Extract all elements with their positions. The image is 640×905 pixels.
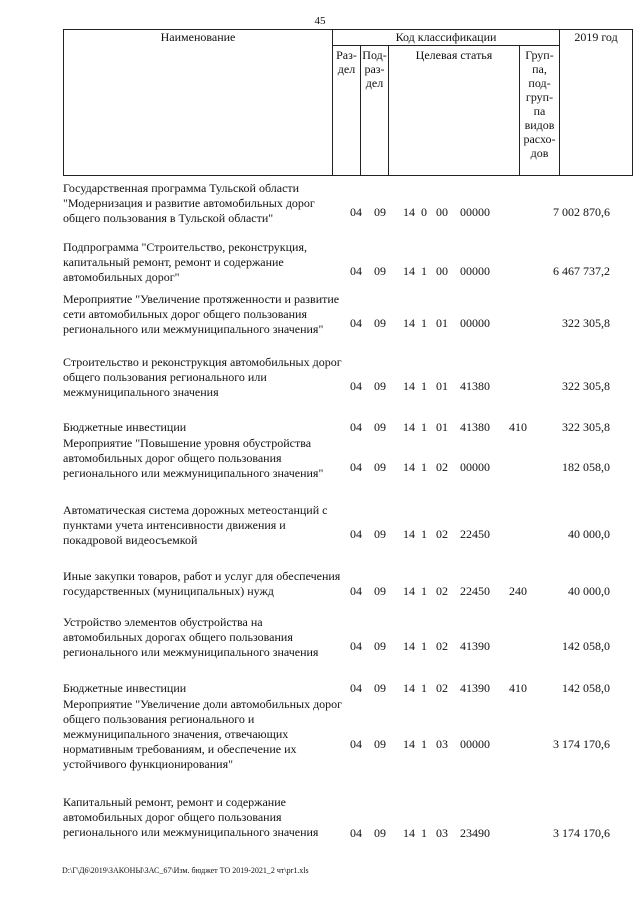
row-dir: 41380 [460, 420, 490, 434]
row-prog: 14 [403, 527, 415, 541]
row-prog: 14 [403, 264, 415, 278]
row-name: Мероприятие "Увеличение доли автомобильных дорог общего пользования регионального и межмуниципального значения, отвечающих нормативным требованиям, и обеспечение их устойчивого функционирования" [63, 697, 343, 771]
row-sum: 322 305,8 [562, 316, 610, 330]
row-sum: 142 058,0 [562, 681, 610, 695]
row-name: Устройство элементов обустройства на автомобильных дорогах общего пользования регионального или межмуниципального значения [63, 615, 319, 659]
row-prog: 14 [403, 639, 415, 653]
row-main: 02 [436, 527, 448, 541]
row-dir: 41390 [460, 639, 490, 653]
row-dir: 41390 [460, 681, 490, 695]
row-razdel: 04 [350, 639, 362, 653]
row-name: Капитальный ремонт, ремонт и содержание автомобильных дорог общего пользования регионального или межмуниципального значения [63, 795, 319, 839]
row-sub: 0 [421, 205, 427, 219]
row-razdel: 04 [350, 205, 362, 219]
header-name: Наименование [64, 30, 333, 176]
row-podrazdel: 09 [374, 681, 386, 695]
row-razdel: 04 [350, 420, 362, 434]
row-prog: 14 [403, 316, 415, 330]
row-dir: 00000 [460, 264, 490, 278]
row-podrazdel: 09 [374, 584, 386, 598]
row-name: Автоматическая система дорожных метеостанций с пунктами учета интенсивности движения и покадровой видеосъемкой [63, 503, 328, 547]
header-group-text: Груп- па, под- груп- па видов расхо- дов [523, 48, 556, 160]
row-main: 01 [436, 420, 448, 434]
row-podrazdel: 09 [374, 316, 386, 330]
row-sum: 6 467 737,2 [553, 264, 610, 278]
row-dir: 22450 [460, 584, 490, 598]
row-podrazdel: 09 [374, 527, 386, 541]
header-podrazdel-text: Под- раз- дел [362, 48, 387, 90]
header-classification: Код классификации [333, 30, 560, 46]
row-sub: 1 [421, 460, 427, 474]
row-prog: 14 [403, 205, 415, 219]
row-main: 03 [436, 826, 448, 840]
row-sub: 1 [421, 681, 427, 695]
row-main: 02 [436, 639, 448, 653]
row-podrazdel: 09 [374, 639, 386, 653]
row-main: 01 [436, 379, 448, 393]
row-prog: 14 [403, 420, 415, 434]
row-name: Иные закупки товаров, работ и услуг для обеспечения государственных (муниципальных) нужд [63, 569, 341, 598]
row-sub: 1 [421, 264, 427, 278]
row-podrazdel: 09 [374, 420, 386, 434]
row-main: 00 [436, 264, 448, 278]
row-sub: 1 [421, 527, 427, 541]
row-dir: 22450 [460, 527, 490, 541]
row-razdel: 04 [350, 584, 362, 598]
row-dir: 00000 [460, 316, 490, 330]
row-podrazdel: 09 [374, 264, 386, 278]
row-sum: 40 000,0 [568, 584, 610, 598]
row-podrazdel: 09 [374, 205, 386, 219]
row-razdel: 04 [350, 316, 362, 330]
row-dir: 00000 [460, 460, 490, 474]
row-name: Государственная программа Тульской области "Модернизация и развитие автомобильных дорог общего пользования в Тульской области" [63, 181, 315, 225]
row-sum: 3 174 170,6 [553, 826, 610, 840]
row-sum: 322 305,8 [562, 420, 610, 434]
row-sum: 40 000,0 [568, 527, 610, 541]
row-sub: 1 [421, 639, 427, 653]
row-podrazdel: 09 [374, 379, 386, 393]
row-prog: 14 [403, 737, 415, 751]
row-dir: 00000 [460, 205, 490, 219]
row-main: 02 [436, 460, 448, 474]
header-razdel-text: Раз- дел [336, 48, 357, 76]
row-name: Мероприятие "Повышение уровня обустройства автомобильных дорог общего пользования регионального или межмуниципального значения" [63, 436, 324, 480]
row-prog: 14 [403, 826, 415, 840]
row-vid: 240 [509, 584, 527, 598]
row-razdel: 04 [350, 379, 362, 393]
row-main: 00 [436, 205, 448, 219]
row-vid: 410 [509, 420, 527, 434]
footer-file-path: D:\Г\Д6\2019\ЗАКОНЫ\ЗАС_67\Изм. бюджет ТО 2019-2021_2 чт\pr1.xls [62, 866, 309, 875]
row-sum: 322 305,8 [562, 379, 610, 393]
row-prog: 14 [403, 460, 415, 474]
row-main: 03 [436, 737, 448, 751]
row-main: 01 [436, 316, 448, 330]
row-sub: 1 [421, 584, 427, 598]
row-prog: 14 [403, 379, 415, 393]
row-sub: 1 [421, 420, 427, 434]
row-name: Бюджетные инвестиции [63, 420, 187, 434]
row-name: Бюджетные инвестиции [63, 681, 187, 695]
row-sub: 1 [421, 737, 427, 751]
row-razdel: 04 [350, 527, 362, 541]
row-razdel: 04 [350, 264, 362, 278]
row-sub: 1 [421, 379, 427, 393]
row-sum: 182 058,0 [562, 460, 610, 474]
row-main: 02 [436, 584, 448, 598]
header-target: Целевая статья [389, 46, 520, 176]
row-podrazdel: 09 [374, 737, 386, 751]
row-prog: 14 [403, 681, 415, 695]
row-dir: 00000 [460, 737, 490, 751]
row-razdel: 04 [350, 460, 362, 474]
row-sum: 142 058,0 [562, 639, 610, 653]
row-sub: 1 [421, 316, 427, 330]
row-name: Строительство и реконструкция автомобильных дорог общего пользования регионального или межмуниципального значения [63, 355, 342, 399]
row-razdel: 04 [350, 826, 362, 840]
row-sub: 1 [421, 826, 427, 840]
row-sum: 3 174 170,6 [553, 737, 610, 751]
row-dir: 23490 [460, 826, 490, 840]
row-main: 02 [436, 681, 448, 695]
row-sum: 7 002 870,6 [553, 205, 610, 219]
header-year: 2019 год [560, 30, 633, 176]
row-podrazdel: 09 [374, 826, 386, 840]
row-razdel: 04 [350, 737, 362, 751]
row-prog: 14 [403, 584, 415, 598]
row-name: Подпрограмма "Строительство, реконструкция, капитальный ремонт, ремонт и содержание автомобильных дорог" [63, 240, 307, 284]
page-number: 45 [314, 15, 326, 27]
row-vid: 410 [509, 681, 527, 695]
row-name: Мероприятие "Увеличение протяженности и развитие сети автомобильных дорог общего пользования регионального или межмуниципального значения" [63, 292, 340, 336]
row-razdel: 04 [350, 681, 362, 695]
row-podrazdel: 09 [374, 460, 386, 474]
row-dir: 41380 [460, 379, 490, 393]
